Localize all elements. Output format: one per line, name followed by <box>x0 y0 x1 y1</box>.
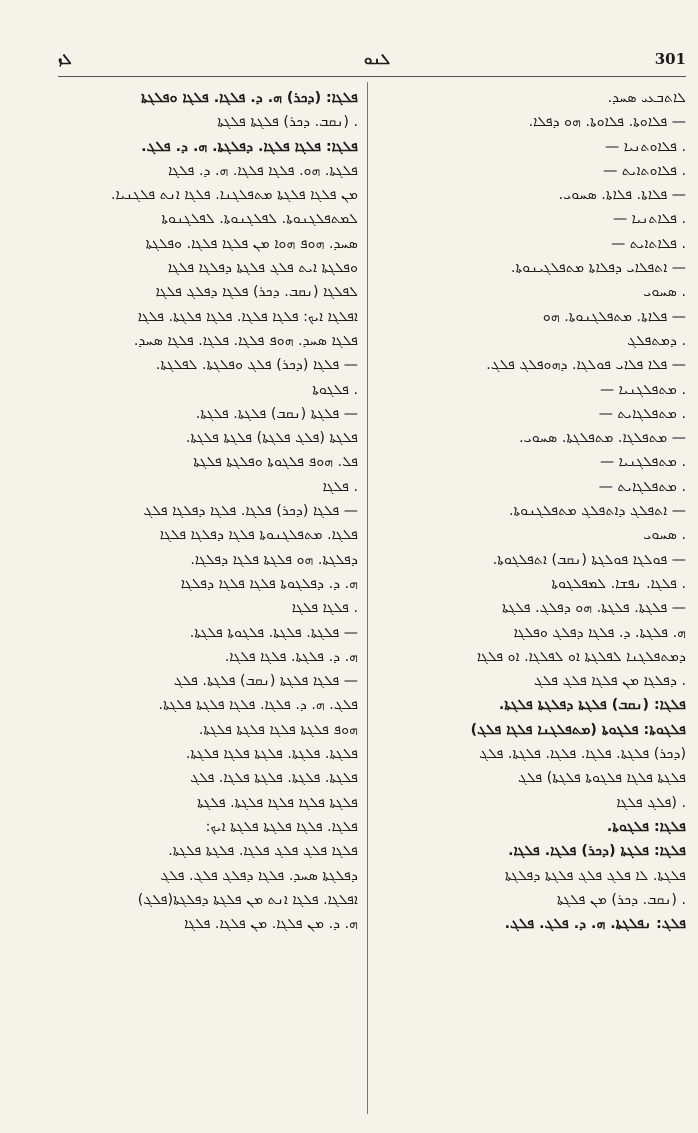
entry-line: . (ܢܩܒ. ܕܟܪ) ܦܠܓܬܐ ܦܠܓܬܐ <box>217 114 358 131</box>
entry-line: . ܣܚܘܝ <box>643 284 686 301</box>
entry-line: . ܕܡܬܦܠܓ <box>627 332 686 349</box>
entry-line: — ܦܠܓܬܐ. ܦܠܓܬܐ. ܦܠܓܘܬܐ ܦܠܓܬܐ. <box>189 624 358 641</box>
entry-line: . ܦܠܐܘܬܐܝܬ — <box>603 162 686 179</box>
entry-line: ܦܠܓܬܐ ܦܠܓܐ ܦܠܓܘܬܐ ܦܠܓܬܐ) ܦܠܓ <box>517 770 686 787</box>
entry-line: ܐܦܠܓܐ. ܦܠܓܐ ܐܢܬ ܡܢ ܦܠܓܬܐ ܕܦܠܓܬܐ(ܦܠܓ) <box>137 891 358 908</box>
entry-line: ܦܠܓܐ ܣܚܕ. ܗܘܦ ܦܠܓܐ. ܦܠܓܐ. ܦܠܓܐ ܣܚܕ. <box>133 332 358 349</box>
entry-line: . ܡܬܦܠܓܐܝܬ — <box>598 405 686 422</box>
entry-line: — ܡܬܦܠܓܐ. ܡܬܦܠܓܬܐ. ܣܚܘܝ. <box>519 430 686 447</box>
running-head <box>58 50 686 78</box>
entry-line: ܗ. ܦܠܓܬܐ. ܕ. ܦܠܓܐ ܕܦܠܓ ܘܦܠܓܐ <box>513 624 686 641</box>
entry-line: ܦܠܓܐ. ܦܠܓܐ ܦܠܓܬܐ ܦܠܓܬܐ ܐܝܟ: <box>205 818 358 835</box>
entry-headword-line: ܦܠܓܐ: (ܢܩܒ) ܦܠܓܬܐ ܕܦܠܓܬܐ ܦܠܓܬܐ. <box>498 697 686 714</box>
left-column <box>58 86 358 936</box>
entry-line: ܗ. ܕ. ܦܠܓܬܐ. ܦܠܓܐ ܦܠܓܐ. <box>224 648 358 665</box>
entry-line: — ܐܬܦܠܐܝ ܕܦܠܐܬܐ ܡܬܦܠܓܝܢܘܬܐ. <box>511 260 686 277</box>
entry-line: ܦܠܓܬܐ (ܦܠܓ ܦܠܓܬܐ) ܦܠܓܬܐ ܦܠܓܬܐ. <box>185 430 358 447</box>
entry-headword-line: ܦܠܓܐ: (ܕܟܪ) ܗ. ܕ. ܦܠܓܐ. ܦܠܓܐ ܘܦܠܓܬܐ <box>141 90 358 106</box>
entry-line: ܦܠܓܐ ܦܠܓ ܦܠܓ ܦܠܓܐ. ܦܠܓܬܐ ܦܠܓܬܐ. <box>168 843 358 860</box>
entry-line: . ܦܠܐܬܢܝܐ — <box>612 211 686 228</box>
entry-line: . ܦܠܓܐ ܦܠܓܐ <box>291 600 358 617</box>
right-column <box>376 86 686 936</box>
entry-line: ܦܠܓܐ. ܡܬܦܠܓܢܘܬܐ ܦܠܓܐ ܕܦܠܓܐ ܦܠܓܐ <box>159 527 358 544</box>
entry-line: ܦܠܓܬܐ. ܦܠܓܬܐ. ܦܠܓܬܐ ܦܠܓܐ. ܦܠܓ <box>190 770 358 787</box>
entry-line: ܗܘܦ ܦܠܓܬܐ ܦܠܓܐ ܦܠܓܬܐ ܦܠܓܬܐ. <box>198 721 358 738</box>
entry-line: ܡܢ ܦܠܓܐ ܦܠܓܬܐ ܡܬܦܠܓܢܐ. ܦܠܓܐ ܐܢܬ ܦܠܓܢܝܐ. <box>110 187 358 204</box>
entry-line: ܦܠܓܬܐ. ܠܐ ܦܠܓ ܦܠܓ ܦܠܓܬܐ ܕܦܠܓܬܐ <box>504 867 686 884</box>
entry-line: (ܕܟܪ) ܦܠܓܬܐ. ܦܠܓܐ. ܦܠܓܐ. ܦܠܓܬܐ. ܦܠܓ <box>479 746 686 763</box>
entry-line: . ܦܠܓܐ <box>322 478 358 495</box>
entry-headword-line: ܦܠܓܐ: ܦܠܓܐ ܦܠܓܐ. ܕܦܠܓܬܐ. ܗ. ܕ. ܦܠܓ. <box>141 138 358 155</box>
entry-line: ܐܦܠܓܐ ܐܝܟ: ܦܠܓܐ ܦܠܓܐ. ܦܠܓܐ ܦܠܓܬܐ. ܦܠܓܐ <box>137 308 358 325</box>
entry-line: ܦܠܓܬܐ. ܗܘ. ܦܠܓܐ ܦܠܓܐ. ܗ. ܕ. ܦܠܓܐ <box>168 162 358 179</box>
entry-line: ܣܚܕ. ܗܘܦ ܗܘܐ ܡܢ ܦܠܓܐ ܦܠܓܐ. ܘܦܠܓܬܐ <box>145 235 358 252</box>
entry-line: ܘܦܠܓܬܐ ܐܝܬ ܦܠܓ ܦܠܓܬܐ ܕܦܠܓܐ ܦܠܓܐ <box>167 260 358 277</box>
entry-headword-line: ܦܠܓ: ܢܦܠܓܬܐ. ܗ. ܕ. ܦܠܓ. ܦܠܓ. <box>504 916 686 933</box>
entry-line: ܠܐܬܒܥܝ ܣܚܕ. <box>607 90 686 106</box>
entry-line: — ܦܠܓܐ (ܕܟܪ) ܦܠܓ ܘܦܠܓܬܐ. ܠܦܠܓܬܐ. <box>155 357 358 374</box>
entry-line: . ܕܦܠܓܐ ܡܢ ܦܠܓܐ ܦܠܓ ܦܠܓ <box>533 673 686 690</box>
entry-line: ܕܡܬܦܠܓܢܐ ܠܦܠܓܬܐ ܐܘ ܠܦܠܓܐ. ܐܘ ܦܠܓܐ <box>476 648 686 665</box>
entry-line: ܦܠܓ. ܗ. ܕ. ܦܠܓܐ. ܦܠܓܐ ܦܠܓܬܐ ܦܠܓܬܐ. <box>158 697 358 714</box>
entry-line: . ܣܚܘܝ <box>643 527 686 544</box>
entry-line: ܦܠ. ܗܘܦ ܦܠܓܘܬܐ ܘܦܠܓܬܐ ܦܠܓܬܐ <box>193 454 358 471</box>
page-number: 301 <box>654 50 686 68</box>
entry-line: ܠܦܠܓܐ (ܢܩܒ. ܕܟܪ) ܦܠܓܐ ܕܦܠܓ ܦܠܓܐ <box>155 284 358 301</box>
entry-line: — ܦܠܓܬܐ (ܢܩܒ) ܦܠܓܬܐ. ܦܠܓܬܐ. <box>195 405 358 422</box>
entry-line: — ܐܬܦܠܓ ܕܐܬܦܠܓ ܡܬܦܠܓܢܘܬܐ. <box>508 503 686 520</box>
entry-line: — ܦܠܐܘܬܐ. ܦܠܐܘܬܐ. ܗܘ ܕܦܠܐ. <box>528 114 686 131</box>
entry-headword-line: ܦܠܓܘܬܐ: ܦܠܓܘܬܐ (ܡܬܦܠܓܢܐ ܦܠܓܐ ܦܠܓ) <box>470 721 686 738</box>
entry-line: ܦܠܓܬܐ ܦܠܓܐ ܦܠܓܐ ܦܠܓܬܐ. ܦܠܓܬܐ <box>197 794 358 811</box>
entry-line: . ܡܬܦܠܓܐܝܬ — <box>598 478 686 495</box>
entry-line: — ܦܠܐܬܐ. ܡܬܦܠܓܢܘܬܐ. ܗܘ <box>542 308 686 325</box>
entry-line: . ܦܠܓܘܬܐ <box>312 381 358 398</box>
entry-headword-line: ܦܠܓܐ: ܦܠܓܬܐ (ܕܟܪ) ܦܠܓܐ. ܦܠܓܐ. <box>508 843 686 860</box>
entry-line: . ܦܠܐܘܬܢܝܐ — <box>605 138 686 155</box>
entry-headword-line: ܦܠܓܐ: ܦܠܓܘܬܐ. <box>606 818 686 835</box>
column-divider <box>367 82 368 1114</box>
entry-line: ܕܦܠܓܬܐ. ܗܘ ܦܠܓܬܐ ܦܠܓܐ ܕܦܠܓܐ. <box>190 551 358 568</box>
entry-line: — ܦܠܐ ܦܠܐܝ ܦܘܠܓܐ. ܕܗܘܦܠܓ ܦܠܓ. <box>486 357 686 374</box>
entry-line: . ܦܠܐܬܐܝܬ — <box>611 235 686 252</box>
entry-line: — ܦܠܐܬܐ. ܦܠܐܬܐ. ܣܚܘܝ. <box>558 187 686 204</box>
entry-line: ܗ. ܕ. ܡܢ ܦܠܓܐ. ܡܢ ܦܠܓܐ. ܦܠܓܐ <box>184 916 358 933</box>
header-left-word: ܠܙ <box>58 50 72 68</box>
entry-line: — ܦܘܠܓܐ ܦܘܠܓܬܐ (ܢܩܒ) ܐܬܦܠܓܘܬܐ. <box>492 551 686 568</box>
entry-line: — ܦܠܓܐ (ܕܟܪ) ܦܠܓܐ. ܦܠܓܐ ܕܦܠܓܐ ܦܠܓ <box>143 503 358 520</box>
header-rule <box>58 76 686 77</box>
entry-line: ܠܡܬܦܠܓܢܘܬܐ. ܠܦܠܓܢܘܬܐ. ܠܦܠܓܢܘܬܐ <box>161 211 358 228</box>
entry-line: ܗ. ܕ. ܕܦܠܓܘܬܐ ܦܠܓܐ ܦܠܓܐ ܕܦܠܓܐ <box>180 575 358 592</box>
entry-line: — ܦܠܓܐ ܦܠܓܬܐ (ܢܩܒ) ܦܠܓܬܐ. ܦܠܓ <box>173 673 358 690</box>
entry-line: ܕܦܠܓܬܐ ܣܚܕ. ܦܠܓܐ ܕܦܠܓ ܦܠܓ. ܦܠܓ <box>160 867 358 884</box>
entry-line: . (ܢܩܒ. ܕܟܪ) ܡܢ ܦܠܓܬܐ <box>556 891 686 908</box>
entry-line: — ܦܠܓܬܐ. ܦܠܓܬܐ. ܗܘ ܕܦܠܓ. ܦܠܓܬܐ <box>502 600 686 617</box>
entry-line: . ܡܬܦܠܓܢܝܐ — <box>599 381 686 398</box>
header-center-word: ܠܢܘ <box>364 50 391 68</box>
entry-line: ܦܠܓܬܐ. ܦܠܓܬܐ. ܦܠܓܬܐ ܦܠܓܐ ܦܠܓܬܐ. <box>185 746 358 763</box>
entry-line: . ܦܠܓܐ. ܢܦܫܐ. ܠܡܦܠܓܘܬܐ <box>551 575 686 592</box>
entry-line: . (ܦܠܓ ܦܠܓܐ <box>616 794 686 811</box>
entry-line: . ܡܬܦܠܓܢܝܐ — <box>599 454 686 471</box>
